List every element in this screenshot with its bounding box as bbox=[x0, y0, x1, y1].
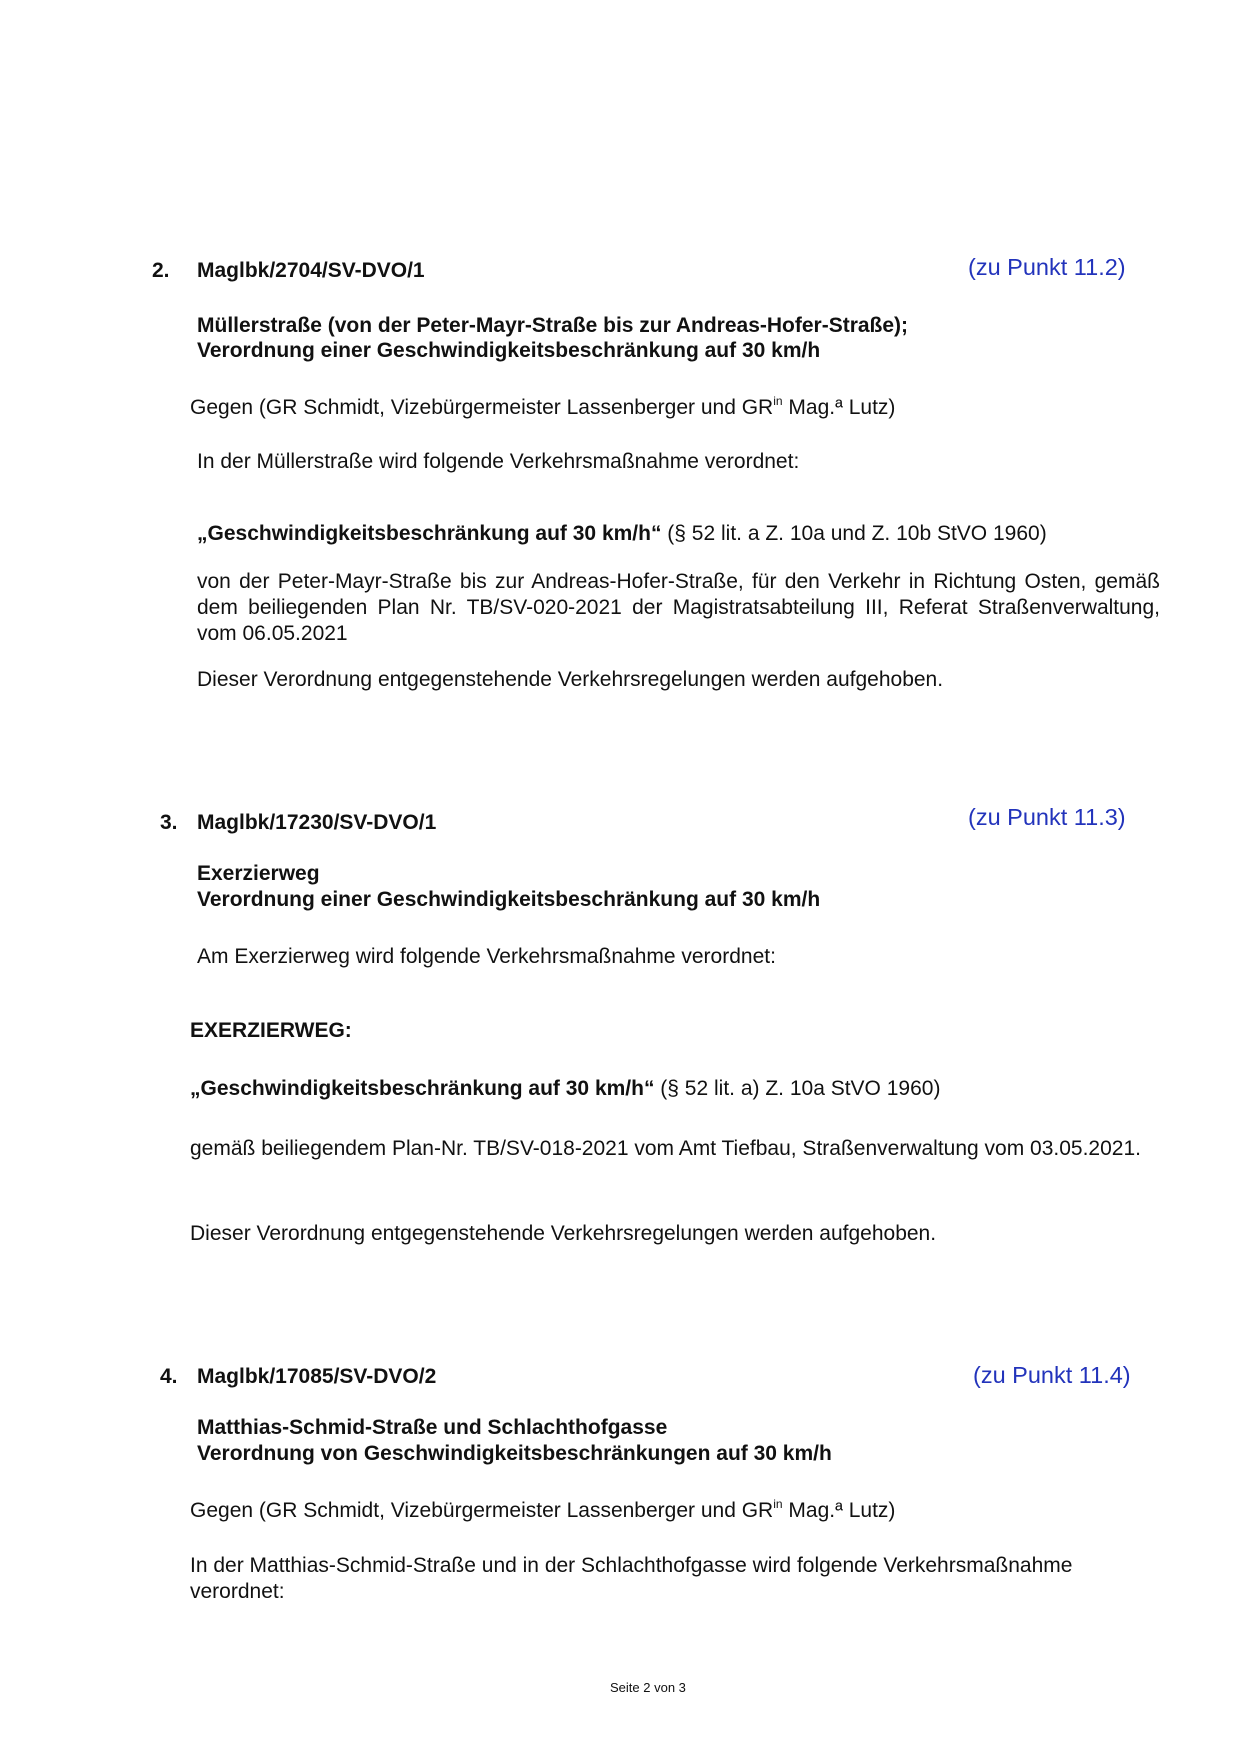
item-title: Exerzierweg bbox=[197, 862, 320, 885]
agenda-reference: (zu Punkt 11.2) bbox=[968, 254, 1126, 280]
measure-intro: Am Exerzierweg wird folgende Verkehrsmaßnahme verordnet: bbox=[197, 945, 776, 968]
item-title: Müllerstraße (von der Peter-Mayr-Straße bis zur Andreas-Hofer-Straße); bbox=[197, 314, 909, 337]
item-code: Maglbk/17085/SV-DVO/2 bbox=[197, 1365, 437, 1388]
measure-line: „Geschwindigkeitsbeschränkung auf 30 km/h“ (§ 52 lit. a Z. 10a und Z. 10b StVO 1960) bbox=[197, 522, 1047, 545]
measure-intro: In der Müllerstraße wird folgende Verkehrsmaßnahme verordnet: bbox=[197, 450, 800, 473]
street-subheading: EXERZIERWEG: bbox=[190, 1019, 352, 1042]
measure-line: „Geschwindigkeitsbeschränkung auf 30 km/h“ (§ 52 lit. a) Z. 10a StVO 1960) bbox=[190, 1077, 941, 1100]
vote-note: Gegen (GR Schmidt, Vizebürgermeister Lassenberger und $GR^{in}$ Mag.ª Lutz) bbox=[190, 394, 896, 419]
closing-statement: Dieser Verordnung entgegenstehende Verkehrsregelungen werden aufgehoben. bbox=[197, 668, 944, 691]
item-subtitle: Verordnung einer Geschwindigkeitsbeschränkung auf 30 km/h bbox=[197, 339, 821, 362]
item-subtitle: Verordnung einer Geschwindigkeitsbeschränkung auf 30 km/h bbox=[197, 888, 821, 911]
closing-statement: Dieser Verordnung entgegenstehende Verkehrsregelungen werden aufgehoben. bbox=[190, 1222, 937, 1245]
item-number: 2. bbox=[152, 259, 170, 282]
item-subtitle: Verordnung von Geschwindigkeitsbeschränkungen auf 30 km/h bbox=[197, 1442, 832, 1465]
measure-description: gemäß beiliegendem Plan-Nr. TB/SV-018-2021 vom Amt Tiefbau, Straßenverwaltung vom 03.05.2021. bbox=[190, 1137, 1141, 1160]
item-code: Maglbk/2704/SV-DVO/1 bbox=[197, 259, 425, 282]
item-number: 3. bbox=[160, 811, 178, 834]
measure-intro: In der Matthias-Schmid-Straße und in der Schlachthofgasse wird folgende Verkehrsmaßnahme verordnet: bbox=[190, 1554, 1073, 1603]
item-code: Maglbk/17230/SV-DVO/1 bbox=[197, 811, 437, 834]
measure-description: von der Peter-Mayr-Straße bis zur Andreas-Hofer-Straße, für den Verkehr in Richtung Osten, gemäß dem beiliegenden Plan Nr. TB/SV-020-2021 der Magistratsabteilung III, Referat Straßenverwaltung, vom 06.05.2021 bbox=[197, 570, 1160, 645]
item-title: Matthias-Schmid-Straße und Schlachthofgasse bbox=[197, 1416, 668, 1439]
agenda-reference: (zu Punkt 11.3) bbox=[968, 804, 1126, 830]
item-number: 4. bbox=[160, 1365, 178, 1388]
page-footer: Seite 2 von 3 bbox=[610, 1680, 686, 1695]
agenda-reference: (zu Punkt 11.4) bbox=[973, 1362, 1131, 1388]
vote-note: Gegen (GR Schmidt, Vizebürgermeister Lassenberger und $GR^{in}$ Mag.ª Lutz) bbox=[190, 1497, 896, 1522]
